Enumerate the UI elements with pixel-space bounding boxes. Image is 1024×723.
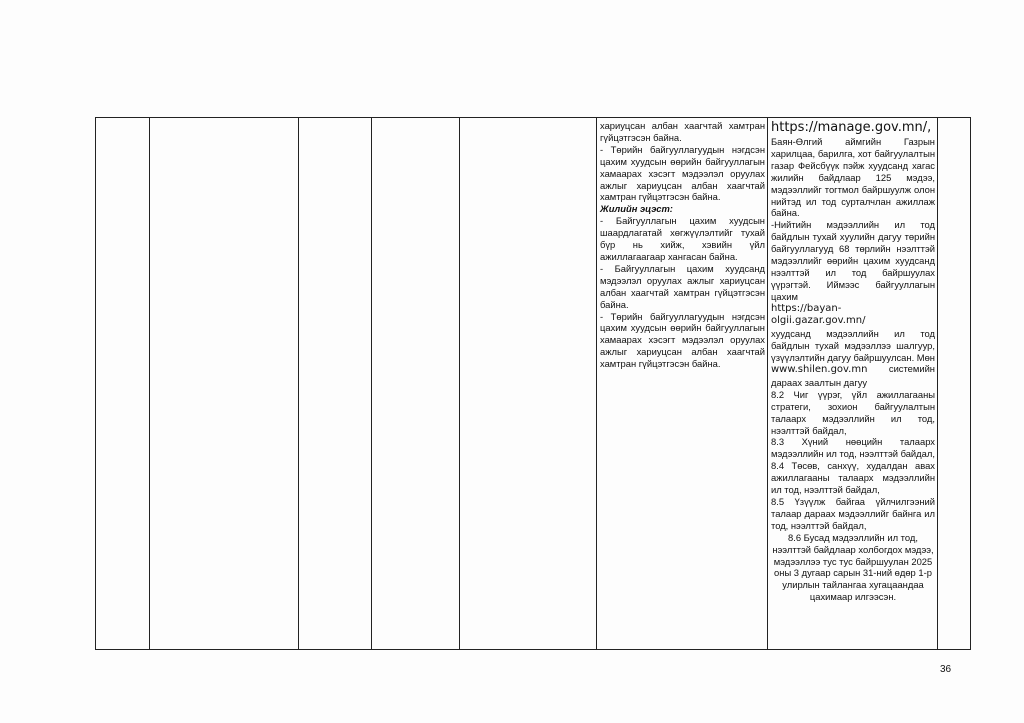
performance-item: 8.4 Төсөв, санхүү, худалдан авах ажиллагааны талаарх мэдээллийн ил тод, нээлттэй байдал, [771, 460, 935, 496]
bayan-olgii-link[interactable]: https://bayan-olgii.gazar.gov.mn/ [771, 302, 866, 327]
performance-text: хуудсанд мэдээллийн ил тод байдлын тухай мэдээллээ шалгуур, үзүүлэлтийн дагуу байршуулсан. Мөн [771, 327, 935, 363]
plan-heading: Жилийн эцэст: [600, 203, 673, 215]
performance-text: -Нийтийн мэдээллийн ил тод байдлын тухай хуулийн дагуу төрийн байгууллагууд 68 төрлийн нээлттэй мэдээллийг өөрийн цахим хуудсанд нээлттэй ил тод байршуулах үүрэгтэй. Иймээс байгууллагын цахим [771, 219, 935, 302]
table-row [96, 118, 971, 650]
table-cell-goal [150, 118, 299, 650]
table-cell-score [938, 118, 971, 650]
performance-text: Баян-Өлгий аймгийн Газрын харилцаа, барилга, хот байгуулалтын газар Фейсбүүк пэйж хуудсанд хагас жилийн байдлаар 125 мэдээ, мэдээллийг тогтмол байршуулж олон нийтэд ил тод сурталчлан ажиллаж байна. [771, 136, 935, 219]
plan-line: - Байгууллагын цахим хуудсанд мэдээлэл оруулах ажлыг хариуцсан албан хаагчтай хамтран гүйцэтгэсэн байна. [600, 262, 765, 310]
plan-line: - Төрийн байгууллагуудын нэгдсэн цахим хуудсын өөрийн байгууллагын хамаарах хэсэгт мэдээлэл оруулах ажлыг хариуцсан албан хаагчтай хамтран гүйцэтгэсэн байна. [600, 310, 765, 370]
performance-item: 8.5 Үзүүлж байгаа үйлчилгээний талаар дараах мэдээллийг байнга ил тод, нээлттэй байдал, [771, 495, 935, 531]
table-cell-actual-performance [768, 118, 938, 650]
manage-gov-link[interactable]: https://manage.gov.mn/, [771, 120, 932, 135]
table-cell-index [96, 118, 150, 650]
page-number: 36 [940, 664, 952, 675]
plan-line: хариуцсан албан хаагчтай хамтран гүйцэтгэсэн байна. [600, 120, 765, 143]
table-cell-plan-performance [597, 118, 768, 650]
plan-line: - Төрийн байгууллагуудын нэгдсэн цахим хуудсын өөрийн байгууллагын хамаарах хэсэгт мэдээлэл оруулах ажлыг хариуцсан албан хаагчтай хамтран гүйцэтгэсэн байна. [600, 143, 765, 203]
performance-closing: 8.6 Бусад мэдээллийн ил тод, нээлттэй байдлаар холбогдох мэдээ, мэдээллээ тус тус байршуулан 2025 оны 3 дугаар сарын 31-ний өдөр 1-р улирлын тайлангаа хугацаандаа цахимаар илгээсэн. [772, 531, 934, 603]
table-cell-indicator [372, 118, 460, 650]
plan-line: - Байгууллагын цахим хуудсын шаардлагатай хөгжүүлэлтийг тухай бүр нь хийж, хэвийн үйл ажиллагаагаар хангасан байна. [600, 215, 765, 262]
table-cell-measure [299, 118, 372, 650]
performance-item: 8.2 Чиг үүрэг, үйл ажиллагааны стратеги, зохион байгуулалтын талаарх мэдээллийн ил тод, нээлттэй байдал, [771, 388, 935, 436]
shilen-link[interactable]: www.shilen.gov.mn [771, 364, 868, 376]
report-table [95, 117, 971, 650]
table-cell-target [460, 118, 597, 650]
performance-item: 8.3 Хүний нөөцийн талаарх мэдээллийн ил тод, нээлттэй байдал, [771, 436, 935, 460]
performance-text: системийн дараах заалтын дагуу [771, 363, 935, 388]
